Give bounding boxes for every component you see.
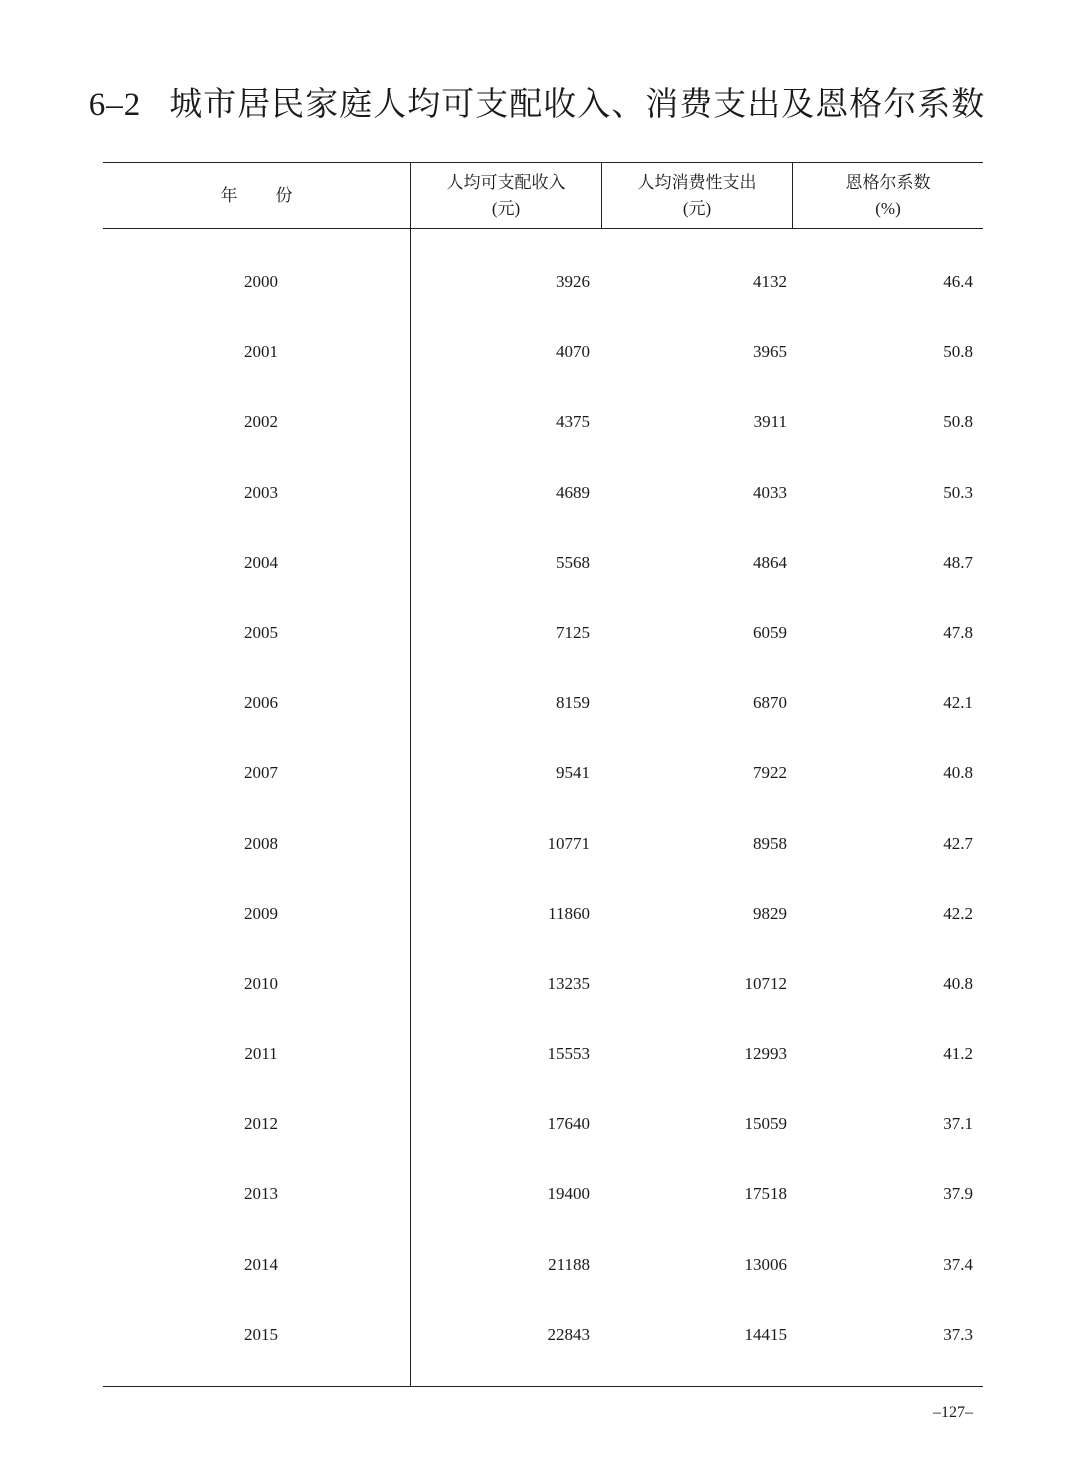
table-row xyxy=(103,670,983,740)
table-row xyxy=(103,460,983,530)
income-cell: 17640 xyxy=(547,1114,590,1134)
income-cell: 5568 xyxy=(556,552,590,572)
income-cell: 21188 xyxy=(548,1254,590,1274)
table-row xyxy=(103,881,983,951)
header-consumption-unit: (元) xyxy=(682,198,712,218)
income-cell: 13235 xyxy=(547,973,590,993)
year-cell: 2013 xyxy=(244,1184,278,1204)
table-row xyxy=(103,319,983,389)
page-number: –127– xyxy=(933,1404,973,1421)
table-number: 6–2 xyxy=(88,87,142,123)
consumption-cell: 7922 xyxy=(753,763,787,783)
consumption-cell: 17518 xyxy=(744,1184,787,1204)
income-cell: 4375 xyxy=(556,412,590,432)
header-consumption-label: 人均消费性支出 xyxy=(637,172,757,192)
consumption-cell: 4033 xyxy=(753,482,787,502)
engel-cell: 50.8 xyxy=(943,342,973,362)
table-title-text: 城市居民家庭人均可支配收入、消费支出及恩格尔系数 xyxy=(169,87,986,123)
header-consumption xyxy=(601,163,792,228)
income-cell: 22843 xyxy=(547,1324,590,1344)
table-row xyxy=(103,249,983,319)
year-cell: 2007 xyxy=(244,763,278,783)
table-row xyxy=(103,740,983,810)
income-cell: 19400 xyxy=(547,1184,590,1204)
consumption-cell: 13006 xyxy=(744,1254,787,1274)
engel-cell: 37.9 xyxy=(943,1184,973,1204)
engel-cell: 50.3 xyxy=(943,482,973,502)
engel-cell: 37.1 xyxy=(943,1114,973,1134)
year-cell: 2015 xyxy=(244,1324,278,1344)
consumption-cell: 8958 xyxy=(753,833,787,853)
consumption-cell: 6059 xyxy=(753,622,787,642)
consumption-cell: 3965 xyxy=(753,342,787,362)
page-title xyxy=(0,78,1074,125)
year-cell: 2009 xyxy=(244,903,278,923)
engel-cell: 40.8 xyxy=(943,973,973,993)
table-row xyxy=(103,530,983,600)
table-row xyxy=(103,1091,983,1161)
engel-cell: 40.8 xyxy=(943,763,973,783)
year-cell: 2003 xyxy=(244,482,278,502)
table-row xyxy=(103,811,983,881)
year-cell: 2012 xyxy=(244,1114,278,1134)
table-body xyxy=(103,249,983,1372)
table-row xyxy=(103,1021,983,1091)
engel-cell: 37.3 xyxy=(943,1324,973,1344)
engel-cell: 47.8 xyxy=(943,622,973,642)
header-year xyxy=(103,163,410,228)
engel-cell: 50.8 xyxy=(943,412,973,432)
income-cell: 8159 xyxy=(556,693,590,713)
header-engel xyxy=(792,163,983,228)
consumption-cell: 6870 xyxy=(753,693,787,713)
header-year-label: 年份 xyxy=(220,185,331,205)
consumption-cell: 3911 xyxy=(753,412,787,432)
header-engel-label: 恩格尔系数 xyxy=(845,172,931,192)
header-income xyxy=(410,163,601,228)
income-cell: 7125 xyxy=(556,622,590,642)
income-cell: 4689 xyxy=(556,482,590,502)
table-row xyxy=(103,389,983,459)
table-header xyxy=(103,163,983,229)
consumption-cell: 12993 xyxy=(744,1044,787,1064)
table-row xyxy=(103,1232,983,1302)
year-cell: 2010 xyxy=(244,973,278,993)
engel-cell: 42.7 xyxy=(943,833,973,853)
income-cell: 9541 xyxy=(556,763,590,783)
year-cell: 2004 xyxy=(244,552,278,572)
engel-cell: 37.4 xyxy=(943,1254,973,1274)
consumption-cell: 10712 xyxy=(744,973,787,993)
year-cell: 2011 xyxy=(244,1044,278,1064)
year-cell: 2000 xyxy=(244,272,278,291)
engel-cell: 46.4 xyxy=(943,272,973,291)
engel-cell: 42.1 xyxy=(943,693,973,713)
year-cell: 2005 xyxy=(244,622,278,642)
consumption-cell: 15059 xyxy=(744,1114,787,1134)
year-cell: 2001 xyxy=(244,342,278,362)
header-income-label: 人均可支配收入 xyxy=(446,172,566,192)
engel-cell: 41.2 xyxy=(943,1044,973,1064)
year-cell: 2014 xyxy=(244,1254,278,1274)
income-cell: 10771 xyxy=(547,833,590,853)
consumption-cell: 4132 xyxy=(753,272,787,291)
income-cell: 4070 xyxy=(556,342,590,362)
table-row xyxy=(103,951,983,1021)
income-cell: 15553 xyxy=(547,1044,590,1064)
consumption-cell: 9829 xyxy=(753,903,787,923)
year-cell: 2006 xyxy=(244,693,278,713)
table-row xyxy=(103,1302,983,1372)
engel-cell: 42.2 xyxy=(943,903,973,923)
consumption-cell: 14415 xyxy=(744,1324,787,1344)
year-cell: 2002 xyxy=(244,412,278,432)
header-income-unit: (元) xyxy=(491,198,521,218)
engel-cell: 48.7 xyxy=(943,552,973,572)
income-cell: 3926 xyxy=(556,272,590,291)
header-engel-unit: (%) xyxy=(875,198,901,218)
income-cell: 11860 xyxy=(548,903,590,923)
table-row xyxy=(103,1161,983,1231)
table-row xyxy=(103,600,983,670)
data-table xyxy=(103,162,983,1387)
year-cell: 2008 xyxy=(244,833,278,853)
consumption-cell: 4864 xyxy=(753,552,787,572)
